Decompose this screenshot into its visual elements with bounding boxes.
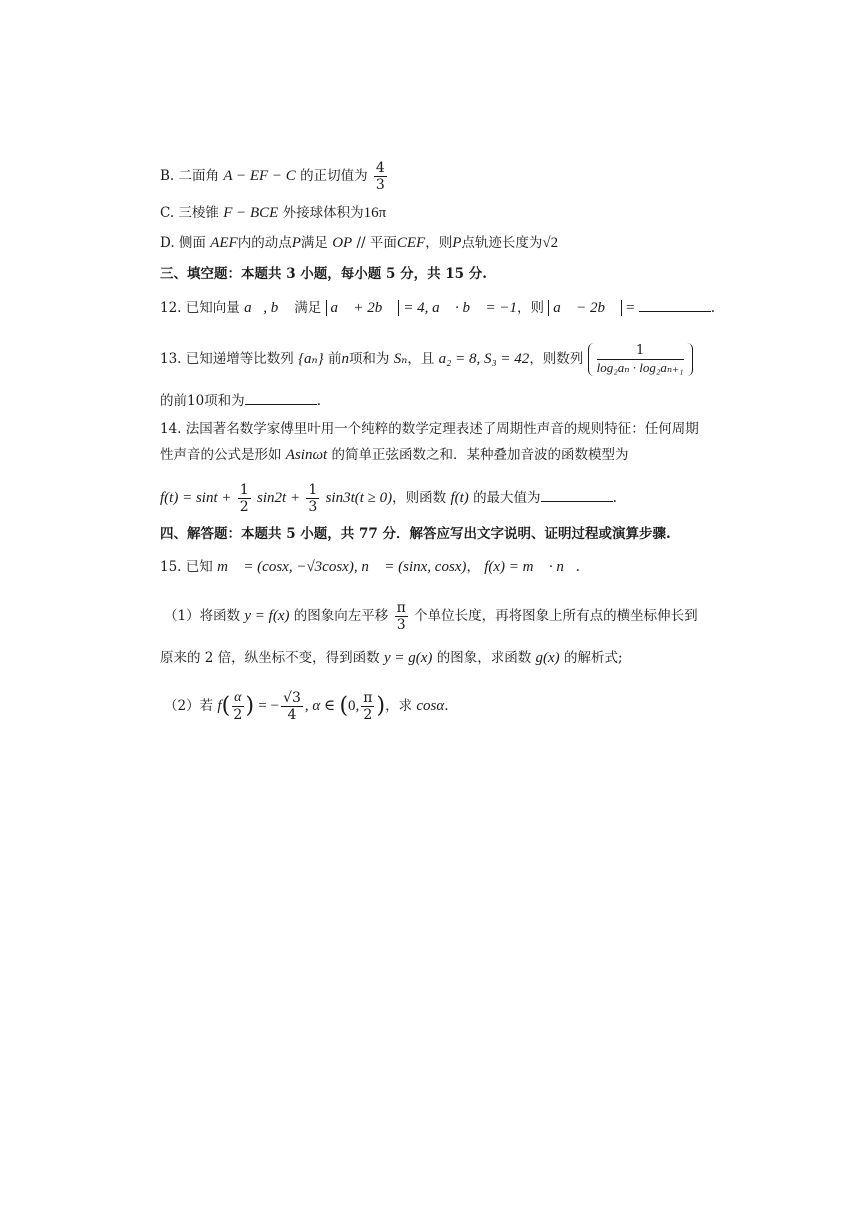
- option-b: [160, 160, 389, 193]
- option-c-label: C. 三棱锥: [160, 205, 219, 221]
- answer-blank-13[interactable]: [245, 392, 317, 405]
- question-14-line-1: 14. 法国著名数学家傅里叶用一个纯粹的数学定理表述了周期性声音的规则特征：任何周期: [160, 421, 699, 437]
- option-b-expr: A − EF − C: [223, 168, 296, 184]
- question-14-formula: f(t) = sint + $\frac{1}{2}$ sin2t + $\frac{1}{3}$ sin3t(t ≥ 0)，则函数 f(t) 的最大值为 .: [160, 482, 617, 515]
- option-c: [160, 202, 386, 224]
- question-15-part-2: （2）若 f( $\frac{\alpha}{2}$ ) = − $\frac{√3}{4}$ , α ∈ (0, $\frac{\pi}{2}$ )，求 cosα.: [164, 690, 449, 723]
- option-c-value: 16π: [363, 205, 387, 221]
- option-d: D. 侧面 AEF内的动点P满足 OP // 平面CEF，则P点轨迹长度为√2: [160, 235, 559, 251]
- answer-blank-12[interactable]: [639, 299, 711, 312]
- option-b-text: 的正切值为: [300, 168, 368, 184]
- question-15-part-1-line-2: 原来的 2 倍，纵坐标不变，得到函数 y = g(x) 的图象，求函数 g(x) 的解析式;: [160, 650, 623, 666]
- question-14-line-2: 性声音的公式是形如 Asinωt 的简单正弦函数之和．某种叠加音波的函数模型为: [160, 447, 629, 463]
- question-15-part-1: （1）将函数 y = f(x) 的图象向左平移 $\frac{\pi}{3}$ 个单位长度，再将图象上所有点的横坐标伸长到: [164, 600, 698, 633]
- sequence-brace: $\frac{1}{\text{log₂aₙ · log₂aₙ₊₁}}$: [588, 343, 693, 376]
- option-c-text: 外接球体积为: [282, 205, 364, 221]
- option-b-label: B. 二面角: [160, 168, 220, 184]
- option-d-value: √2: [542, 235, 559, 251]
- question-15: 15. 已知 m⃗ = (cosx, −√3cosx), n⃗ = (sinx, cosx)， f(x) = m⃗ · n⃗.: [160, 559, 580, 575]
- question-13-line-2: 的前10项和为 .: [160, 393, 321, 409]
- option-b-fraction: $\frac{4}{3}$: [375, 160, 385, 193]
- question-13: 13. 已知递增等比数列 {aₙ} 前n项和为 Sₙ，且 a₂ = 8, S₃ = 42，则数列 $\frac{1}{\text{log₂aₙ · log₂aₙ₊₁}}$: [160, 343, 693, 376]
- answer-blank-14[interactable]: [541, 489, 613, 502]
- option-c-expr: F − BCE: [223, 205, 279, 221]
- question-12: 12. 已知向量 a⃗, b⃗ 满足 a⃗ + 2b⃗ = 4, a⃗ · b⃗ = −1，则 a⃗ − 2b⃗ = .: [160, 300, 716, 316]
- section-3-heading: 三、填空题：本题共 3 小题，每小题 5 分，共 15 分.: [160, 266, 487, 282]
- section-4-heading: 四、解答题：本题共 5 小题，共 77 分．解答应写出文字说明、证明过程或演算步骤.: [160, 526, 671, 542]
